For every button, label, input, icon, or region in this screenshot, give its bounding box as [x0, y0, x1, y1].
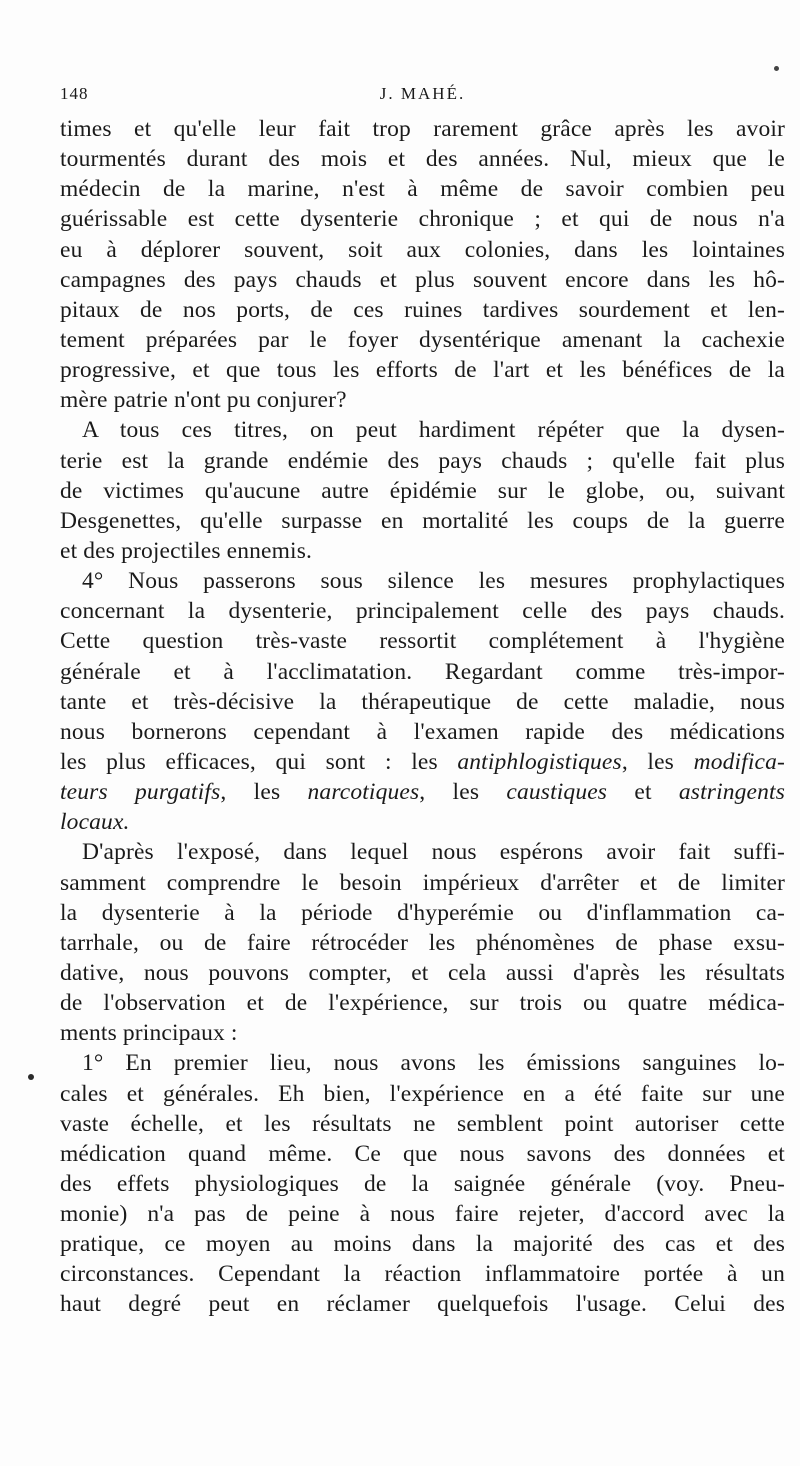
text-line: médecin de la marine, n'est à même de savoir combien peu: [60, 176, 785, 203]
text-line: la dysenterie à la période d'hyperémie ou d'inflammation ca-: [60, 899, 785, 926]
text-line: ments principaux :: [60, 1020, 238, 1047]
connector: , les: [220, 779, 308, 806]
text-line: de victimes qu'aucune autre épidémie sur le globe, ou, suivant: [60, 477, 785, 504]
text-line: monie) n'a pas de peine à nous faire rejeter, d'accord avec la: [60, 1201, 785, 1228]
page-number: 148: [60, 84, 89, 103]
text-line: A tous ces titres, on peut hardiment répéter que la dysen-: [82, 417, 785, 444]
italic-term: narcotiques: [307, 779, 420, 806]
text-line: 1° En premier lieu, nous avons les émissions sanguines lo-: [82, 1050, 785, 1077]
text-line: générale et à l'acclimatation. Regardant comme très-impor-: [60, 658, 785, 685]
text-line: eu à déplorer souvent, soit aux colonies, dans les lointaines: [60, 236, 785, 263]
text-line: samment comprendre le besoin impérieux d'arrêter et de limiter: [60, 869, 785, 896]
text-line: vaste échelle, et les résultats ne semblent point autoriser cette: [60, 1110, 785, 1137]
text-line: progressive, et que tous les efforts de l'art et les bénéfices de la: [60, 357, 785, 384]
text-line: concernant la dysenterie, principalement celle des pays chauds.: [60, 598, 785, 625]
text-line: tourmentés durant des mois et des années. Nul, mieux que le: [60, 146, 785, 173]
text-line: de l'observation et de l'expérience, sur trois ou quatre médica-: [60, 990, 785, 1017]
text-line: haut degré peut en réclamer quelquefois l'usage. Celui des: [60, 1291, 785, 1318]
connector: , les: [621, 748, 694, 775]
text-line: dative, nous pouvons compter, et cela aussi d'après les résultats: [60, 959, 785, 986]
text-line: terie est la grande endémie des pays chauds ; qu'elle fait plus: [60, 447, 785, 474]
text-line-mixed: [60, 747, 785, 777]
text-line: locaux.: [60, 809, 130, 836]
text-line: 4° Nous passerons sous silence les mesures prophylactiques: [82, 568, 785, 595]
connector: , les: [419, 779, 507, 806]
italic-term: antiphlogistiques: [457, 748, 622, 775]
text-line-mixed: [60, 777, 785, 807]
running-head: [60, 84, 785, 108]
italic-term: caustiques: [506, 779, 608, 806]
text-line: cales et générales. Eh bien, l'expérience en a été faite sur une: [60, 1080, 785, 1107]
text-line: médication quand même. Ce que nous savons des données et: [60, 1140, 785, 1167]
italic-term: purgatifs: [135, 779, 221, 806]
italic-term: astringents: [678, 779, 786, 806]
connector: et: [607, 779, 679, 806]
print-speck: [774, 66, 779, 71]
text-line: et des projectiles ennemis.: [60, 537, 313, 564]
text-line: campagnes des pays chauds et plus souvent encore dans les hô-: [60, 266, 785, 293]
italic-term: modifica-: [693, 748, 785, 775]
text-line: pratique, ce moyen au moins dans la majorité des cas et des: [60, 1231, 785, 1258]
text-line: Cette question très-vaste ressortit complétement à l'hygiène: [60, 628, 785, 655]
text-line: circonstances. Cependant la réaction inflammatoire portée à un: [60, 1261, 785, 1288]
italic-term: teurs: [60, 779, 108, 806]
line-text: les plus efficaces, qui sont : les: [60, 748, 438, 775]
running-title: J. MAHÉ.: [379, 84, 466, 103]
body-text: [60, 114, 785, 1320]
text-line: tante et très-décisive la thérapeutique de cette maladie, nous: [60, 688, 785, 715]
text-line: tarrhale, ou de faire rétrocéder les phénomènes de phase exsu-: [60, 929, 785, 956]
margin-dot: [28, 1074, 34, 1080]
text-line: D'après l'exposé, dans lequel nous espérons avoir fait suffi-: [82, 839, 785, 866]
text-line: tement préparées par le foyer dysentérique amenant la cachexie: [60, 326, 785, 353]
text-line: nous bornerons cependant à l'examen rapide des médications: [60, 718, 785, 745]
text-line: times et qu'elle leur fait trop rarement grâce après les avoir: [60, 116, 785, 142]
text-line: guérissable est cette dysenterie chronique ; et qui de nous n'a: [60, 206, 785, 233]
text-line: Desgenettes, qu'elle surpasse en mortalité les coups de la guerre: [60, 507, 785, 534]
text-line: pitaux de nos ports, de ces ruines tardives sourdement et len-: [60, 296, 785, 323]
text-line: des effets physiologiques de la saignée générale (voy. Pneu-: [60, 1170, 785, 1197]
text-line: mère patrie n'ont pu conjurer?: [60, 387, 347, 414]
